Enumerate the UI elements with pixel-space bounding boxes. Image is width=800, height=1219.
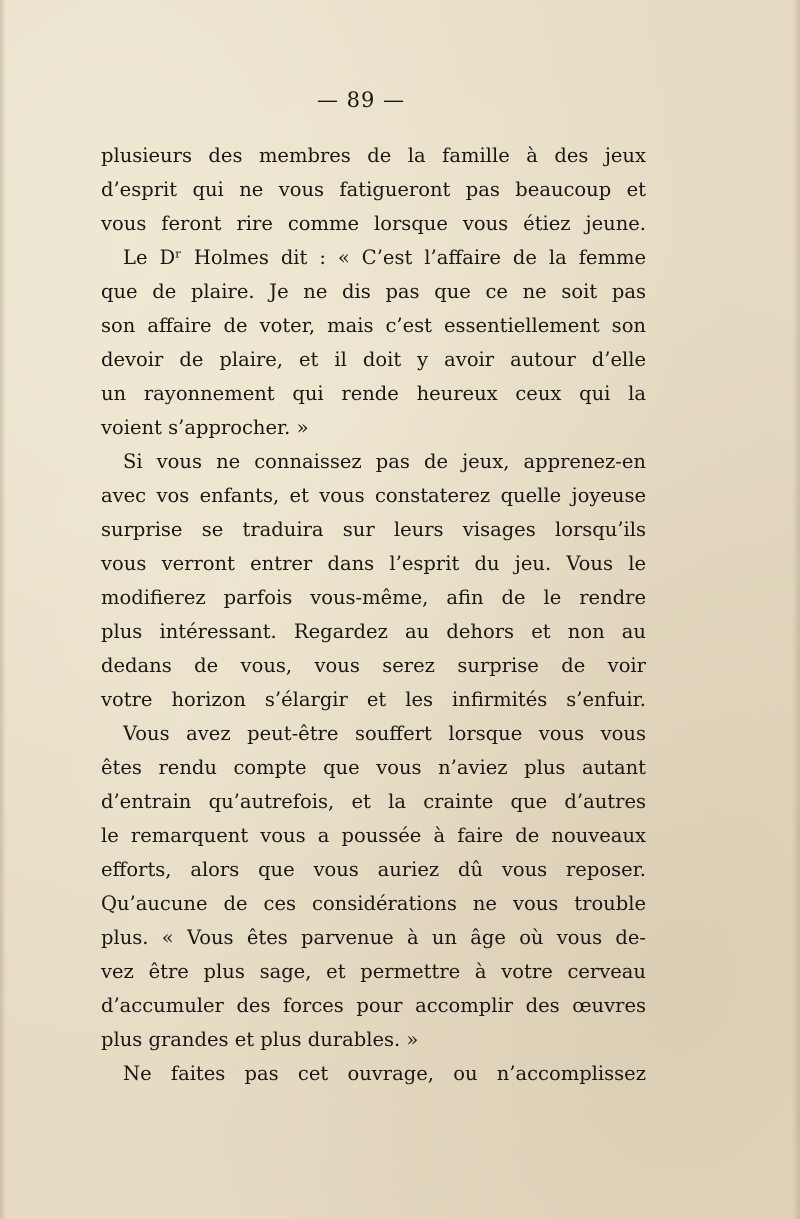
text-line: efforts, alors que vous auriez dû vous reposer. <box>101 858 646 881</box>
text-line: avec vos enfants, et vous constaterez quelle joyeuse <box>101 484 646 507</box>
text-line: plus grandes et plus durables. » <box>101 1028 419 1051</box>
text-line: que de plaire. Je ne dis pas que ce ne soit pas <box>101 280 646 303</box>
page-edge-shadow-right <box>792 0 800 1219</box>
text-line: un rayonnement qui rende heureux ceux qui la <box>101 382 646 405</box>
text-line: plus intéressant. Regardez au dehors et non au <box>101 620 646 643</box>
text-line: Si vous ne connaissez pas de jeux, apprenez-en <box>123 450 646 473</box>
text-line: dedans de vous, vous serez surprise de voir <box>101 654 646 677</box>
text-line: plus. « Vous êtes parvenue à un âge où vous de- <box>101 926 646 949</box>
text-line: devoir de plaire, et il doit y avoir autour d’elle <box>101 348 646 371</box>
text-line: Le Dʳ Holmes dit : « C’est l’affaire de la femme <box>123 246 646 269</box>
text-line: plusieurs des membres de la famille à des jeux <box>101 144 646 167</box>
text-line: son affaire de voter, mais c’est essentiellement son <box>101 314 646 337</box>
text-line: vez être plus sage, et permettre à votre cerveau <box>101 960 646 983</box>
text-line: d’esprit qui ne vous fatigueront pas beaucoup et <box>101 178 646 201</box>
text-line: Vous avez peut-être souffert lorsque vous vous <box>123 722 646 745</box>
text-line: d’accumuler des forces pour accomplir des œuvres <box>101 994 646 1017</box>
body-text <box>101 139 646 1091</box>
text-line: votre horizon s’élargir et les infirmités s’enfuir. <box>101 688 646 711</box>
page-edge-shadow-left <box>0 0 6 1219</box>
text-line: Qu’aucune de ces considérations ne vous trouble <box>101 892 646 915</box>
text-line: Ne faites pas cet ouvrage, ou n’accomplissez <box>123 1062 646 1085</box>
text-line: voient s’approcher. » <box>101 416 309 439</box>
page-number: — 89 — <box>316 88 406 112</box>
text-line: vous feront rire comme lorsque vous étiez jeune. <box>101 212 646 235</box>
text-line: surprise se traduira sur leurs visages lorsqu’ils <box>101 518 646 541</box>
text-line: modifierez parfois vous-même, afin de le rendre <box>101 586 646 609</box>
text-line: d’entrain qu’autrefois, et la crainte que d’autres <box>101 790 646 813</box>
text-line: êtes rendu compte que vous n’aviez plus autant <box>101 756 646 779</box>
text-line: vous verront entrer dans l’esprit du jeu. Vous le <box>101 552 646 575</box>
text-line: le remarquent vous a poussée à faire de nouveaux <box>101 824 646 847</box>
